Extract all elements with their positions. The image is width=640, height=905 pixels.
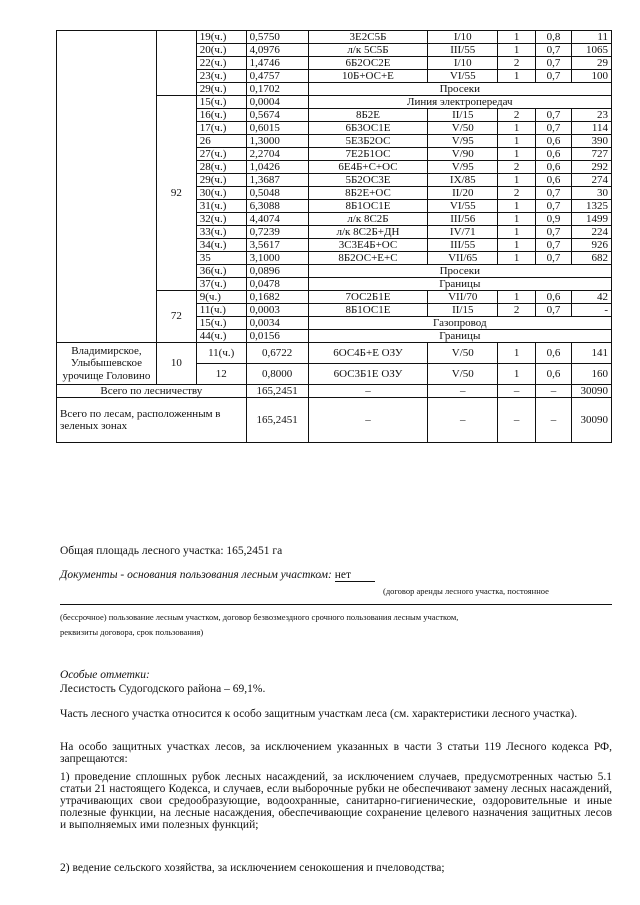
bonitet-cell: 1 xyxy=(498,31,536,44)
total-lesnichestvo-row xyxy=(57,385,612,398)
volume-cell: 1499 xyxy=(571,213,611,226)
area-cell: 0,5048 xyxy=(246,187,308,200)
bonitet-cell: 2 xyxy=(498,304,536,317)
age-class-cell: I/10 xyxy=(428,57,498,70)
area-cell: 0,1682 xyxy=(246,291,308,304)
density-cell: 0,7 xyxy=(536,122,572,135)
category-cell: Границы xyxy=(308,330,611,343)
area-cell: 4,0976 xyxy=(246,44,308,57)
density-cell: 0,7 xyxy=(536,70,572,83)
volume-cell: 11 xyxy=(571,31,611,44)
age-class-cell: IV/71 xyxy=(428,226,498,239)
composition-cell: 6Б2ОС2Е xyxy=(308,57,428,70)
age-class-cell: II/20 xyxy=(428,187,498,200)
composition-cell: 5Б2ОС3Е xyxy=(308,174,428,187)
volume-cell: 926 xyxy=(571,239,611,252)
density-cell: 0,7 xyxy=(536,304,572,317)
age-class-cell: III/55 xyxy=(428,239,498,252)
area-cell: 0,5750 xyxy=(246,31,308,44)
vydel-cell: 15(ч.) xyxy=(196,96,246,109)
prohibition-item-2: 2) ведение сельского хозяйства, за исключением сенокошения и пчеловодства; xyxy=(60,862,445,874)
area-cell: 0,0003 xyxy=(246,304,308,317)
vydel-cell: 12 xyxy=(196,364,246,385)
total-volume-cell: 30090 xyxy=(571,385,611,398)
protected-plot-note: Часть лесного участка относится к особо защитным участкам леса (см. характеристики лесного участка). xyxy=(60,708,578,720)
kvartal-cell: 72 xyxy=(156,291,196,343)
age-class-cell: VI/55 xyxy=(428,200,498,213)
area-cell: 1,3000 xyxy=(246,135,308,148)
age-class-cell: II/15 xyxy=(428,304,498,317)
category-cell: Газопровод xyxy=(308,317,611,330)
table-row xyxy=(57,31,612,44)
documents-rule xyxy=(60,604,612,605)
vydel-cell: 9(ч.) xyxy=(196,291,246,304)
category-cell: Линия электропередач xyxy=(308,96,611,109)
area-cell: 0,0478 xyxy=(246,278,308,291)
vydel-cell: 30(ч.) xyxy=(196,187,246,200)
total-area-cell: 165,2451 xyxy=(246,398,308,443)
age-class-cell: V/50 xyxy=(428,364,498,385)
density-cell: 0,7 xyxy=(536,44,572,57)
prohibition-item-1: 1) проведение сплошных рубок лесных насаждений, за исключением случаев, предусмотренных частью 5.1 статьи 21 настоящего Кодекса, и случаев, если выборочные рубки не обеспечивают замену лесных насаждений, утрачивающих свои средообразующие, водоохранные, санитарно-гигиенические, оздоровительные и иные полезные функции, на лесные насаждения, обеспечивающие сохранение целевого назначения защитных лесов и выполняемых ими полезных функций; xyxy=(60,771,612,831)
density-cell: 0,6 xyxy=(536,174,572,187)
total-dash-cell: – xyxy=(308,385,428,398)
total-dash-cell: – xyxy=(308,398,428,443)
vydel-cell: 11(ч.) xyxy=(196,343,246,364)
vydel-cell: 28(ч.) xyxy=(196,161,246,174)
density-cell: 0,6 xyxy=(536,291,572,304)
age-class-cell: VII/70 xyxy=(428,291,498,304)
composition-cell: 10Б+ОС+Е xyxy=(308,70,428,83)
age-class-cell: I/10 xyxy=(428,31,498,44)
composition-cell: 6Е4Б+С+ОС xyxy=(308,161,428,174)
composition-cell: 8Б1ОС1Е xyxy=(308,304,428,317)
area-cell: 0,1702 xyxy=(246,83,308,96)
vydel-cell: 11(ч.) xyxy=(196,304,246,317)
vydel-cell: 19(ч.) xyxy=(196,31,246,44)
total-volume-cell: 30090 xyxy=(571,398,611,443)
volume-cell: 114 xyxy=(571,122,611,135)
bonitet-cell: 2 xyxy=(498,161,536,174)
total-label-cell: Всего по лесничеству xyxy=(57,385,247,398)
volume-cell: 42 xyxy=(571,291,611,304)
density-cell: 0,7 xyxy=(536,109,572,122)
bonitet-cell: 2 xyxy=(498,187,536,200)
area-cell: 0,5674 xyxy=(246,109,308,122)
forest-cover-note: Лесистость Судогодского района – 69,1%. xyxy=(60,683,266,695)
vydel-cell: 36(ч.) xyxy=(196,265,246,278)
volume-cell: 160 xyxy=(571,364,611,385)
vydel-cell: 20(ч.) xyxy=(196,44,246,57)
area-cell: 0,7239 xyxy=(246,226,308,239)
bonitet-cell: 1 xyxy=(498,213,536,226)
density-cell: 0,6 xyxy=(536,364,572,385)
vydel-cell: 23(ч.) xyxy=(196,70,246,83)
composition-cell: 6Б3ОС1Е xyxy=(308,122,428,135)
volume-cell: 274 xyxy=(571,174,611,187)
age-class-cell: VI/55 xyxy=(428,70,498,83)
composition-cell: 8Б2ОС+Е+С xyxy=(308,252,428,265)
age-class-cell: V/95 xyxy=(428,161,498,174)
vydel-cell: 17(ч.) xyxy=(196,122,246,135)
bonitet-cell: 1 xyxy=(498,148,536,161)
total-dash-cell: – xyxy=(428,398,498,443)
total-label-cell: Всего по лесам, расположенным в зеленых зонах xyxy=(57,398,247,443)
volume-cell: - xyxy=(571,304,611,317)
kvartal-cell: 92 xyxy=(156,96,196,291)
volume-cell: 100 xyxy=(571,70,611,83)
vydel-cell: 29(ч.) xyxy=(196,174,246,187)
age-class-cell: VII/65 xyxy=(428,252,498,265)
vydel-cell: 37(ч.) xyxy=(196,278,246,291)
vydel-cell: 35 xyxy=(196,252,246,265)
area-cell: 0,0896 xyxy=(246,265,308,278)
kvartal-cell: 10 xyxy=(156,343,196,385)
total-dash-cell: – xyxy=(536,398,572,443)
composition-cell: 7Е2Б1ОС xyxy=(308,148,428,161)
area-cell: 1,0426 xyxy=(246,161,308,174)
category-cell: Просеки xyxy=(308,83,611,96)
volume-cell: 1065 xyxy=(571,44,611,57)
total-dash-cell: – xyxy=(536,385,572,398)
area-cell: 0,6722 xyxy=(246,343,308,364)
area-cell: 0,8000 xyxy=(246,364,308,385)
density-cell: 0,6 xyxy=(536,135,572,148)
age-class-cell: V/90 xyxy=(428,148,498,161)
density-cell: 0,7 xyxy=(536,200,572,213)
volume-cell: 23 xyxy=(571,109,611,122)
volume-cell: 141 xyxy=(571,343,611,364)
documents-label: Документы - основания пользования лесным участком: xyxy=(60,569,332,581)
bonitet-cell: 1 xyxy=(498,122,536,135)
bonitet-cell: 1 xyxy=(498,226,536,239)
vydel-cell: 22(ч.) xyxy=(196,57,246,70)
area-cell: 1,4746 xyxy=(246,57,308,70)
area-cell: 0,6015 xyxy=(246,122,308,135)
density-cell: 0,7 xyxy=(536,252,572,265)
vydel-cell: 15(ч.) xyxy=(196,317,246,330)
total-area-line: Общая площадь лесного участка: 165,2451 га xyxy=(60,545,283,557)
age-class-cell: V/95 xyxy=(428,135,498,148)
vydel-cell: 33(ч.) xyxy=(196,226,246,239)
area-cell: 6,3088 xyxy=(246,200,308,213)
composition-cell: 8Б1ОС1Е xyxy=(308,200,428,213)
density-cell: 0,7 xyxy=(536,239,572,252)
density-cell: 0,6 xyxy=(536,343,572,364)
bonitet-cell: 1 xyxy=(498,200,536,213)
lesnichestvo-cell: Владимирское, Улыбышевское урочище Головино xyxy=(57,343,157,385)
density-cell: 0,8 xyxy=(536,31,572,44)
area-cell: 0,4757 xyxy=(246,70,308,83)
area-cell: 2,2704 xyxy=(246,148,308,161)
vydel-cell: 26 xyxy=(196,135,246,148)
composition-cell: 3Е2С5Б xyxy=(308,31,428,44)
table-row xyxy=(57,343,612,364)
age-class-cell: III/56 xyxy=(428,213,498,226)
age-class-cell: II/15 xyxy=(428,109,498,122)
vydel-cell: 34(ч.) xyxy=(196,239,246,252)
bonitet-cell: 2 xyxy=(498,109,536,122)
documents-hint-3: реквизиты договора, срок пользования) xyxy=(60,627,204,637)
bonitet-cell: 1 xyxy=(498,252,536,265)
volume-cell: 727 xyxy=(571,148,611,161)
volume-cell: 224 xyxy=(571,226,611,239)
volume-cell: 390 xyxy=(571,135,611,148)
vydel-cell: 44(ч.) xyxy=(196,330,246,343)
forest-plots-table xyxy=(56,30,612,443)
kvartal-cell xyxy=(156,31,196,96)
volume-cell: 29 xyxy=(571,57,611,70)
bonitet-cell: 1 xyxy=(498,135,536,148)
category-cell: Границы xyxy=(308,278,611,291)
vydel-cell: 27(ч.) xyxy=(196,148,246,161)
composition-cell: л/к 8С2Б+ДН xyxy=(308,226,428,239)
density-cell: 0,7 xyxy=(536,226,572,239)
age-class-cell: V/50 xyxy=(428,343,498,364)
volume-cell: 1325 xyxy=(571,200,611,213)
area-cell: 0,0156 xyxy=(246,330,308,343)
composition-cell: л/к 5С5Б xyxy=(308,44,428,57)
total-area-cell: 165,2451 xyxy=(246,385,308,398)
total-dash-cell: – xyxy=(498,385,536,398)
category-cell: Просеки xyxy=(308,265,611,278)
composition-cell: 8Б2Е+ОС xyxy=(308,187,428,200)
lesnichestvo-cell xyxy=(57,31,157,343)
bonitet-cell: 1 xyxy=(498,70,536,83)
density-cell: 0,9 xyxy=(536,213,572,226)
composition-cell: 8Б2Е xyxy=(308,109,428,122)
total-dash-cell: – xyxy=(498,398,536,443)
prohibitions-intro: На особо защитных участках лесов, за исключением указанных в части 3 статьи 119 Лесного кодекса РФ, запрещаются: xyxy=(60,741,612,765)
composition-cell: 6ОС4Б+Е ОЗУ xyxy=(308,343,428,364)
density-cell: 0,7 xyxy=(536,57,572,70)
density-cell: 0,6 xyxy=(536,161,572,174)
area-cell: 3,1000 xyxy=(246,252,308,265)
age-class-cell: V/50 xyxy=(428,122,498,135)
age-class-cell: IX/85 xyxy=(428,174,498,187)
composition-cell: 5Е3Б2ОС xyxy=(308,135,428,148)
composition-cell: л/к 8С2Б xyxy=(308,213,428,226)
volume-cell: 30 xyxy=(571,187,611,200)
area-cell: 0,0034 xyxy=(246,317,308,330)
bonitet-cell: 2 xyxy=(498,57,536,70)
documents-value: нет xyxy=(335,569,375,582)
documents-hint-1: (договор аренды лесного участка, постоянное xyxy=(383,586,549,596)
total-dash-cell: – xyxy=(428,385,498,398)
bonitet-cell: 1 xyxy=(498,44,536,57)
composition-cell: 6ОС3Б1Е ОЗУ xyxy=(308,364,428,385)
documents-basis-line xyxy=(60,569,375,582)
density-cell: 0,6 xyxy=(536,148,572,161)
bonitet-cell: 1 xyxy=(498,364,536,385)
area-cell: 3,5617 xyxy=(246,239,308,252)
special-notes-title: Особые отметки: xyxy=(60,669,150,681)
vydel-cell: 32(ч.) xyxy=(196,213,246,226)
bonitet-cell: 1 xyxy=(498,174,536,187)
area-cell: 4,4074 xyxy=(246,213,308,226)
composition-cell: 3С3Е4Б+ОС xyxy=(308,239,428,252)
volume-cell: 682 xyxy=(571,252,611,265)
vydel-cell: 31(ч.) xyxy=(196,200,246,213)
composition-cell: 7ОС2Б1Е xyxy=(308,291,428,304)
density-cell: 0,7 xyxy=(536,187,572,200)
area-cell: 0,0004 xyxy=(246,96,308,109)
area-cell: 1,3687 xyxy=(246,174,308,187)
bonitet-cell: 1 xyxy=(498,239,536,252)
volume-cell: 292 xyxy=(571,161,611,174)
age-class-cell: III/55 xyxy=(428,44,498,57)
bonitet-cell: 1 xyxy=(498,291,536,304)
documents-hint-2: (бессрочное) пользование лесным участком, договор безвозмездного срочного пользования лесным участком, xyxy=(60,612,459,622)
vydel-cell: 29(ч.) xyxy=(196,83,246,96)
vydel-cell: 16(ч.) xyxy=(196,109,246,122)
bonitet-cell: 1 xyxy=(498,343,536,364)
total-lesa-row xyxy=(57,398,612,443)
